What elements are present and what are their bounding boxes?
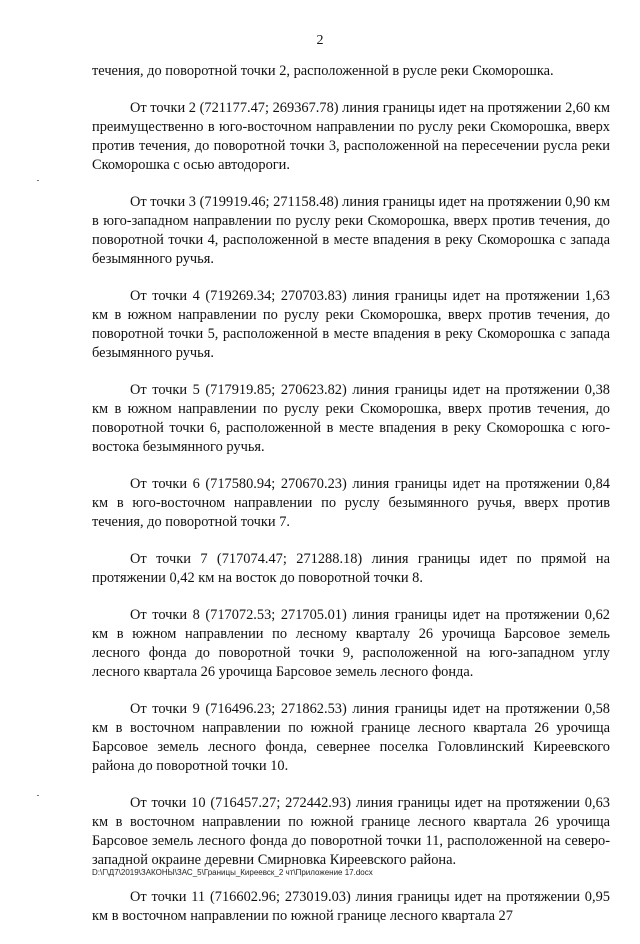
- paragraph-6: От точки 6 (717580.94; 270670.23) линия границы идет на протяжении 0,84 км в юго-восточном направлении по руслу безымянного ручья, вверх против течения, до поворотной точки 7.: [92, 476, 610, 530]
- paragraph-11: От точки 11 (716602.96; 273019.03) линия границы идет на протяжении 0,95 км в восточном направлении по южной границе лесного квартала 27: [92, 889, 610, 924]
- file-path-footer: D:\Г\Д7\2019\ЗАКОНЫ\ЗАС_5\Границы_Киреевск_2 чт\Приложение 17.docx: [92, 868, 373, 877]
- scan-speck: [37, 795, 39, 796]
- paragraph-9: От точки 9 (716496.23; 271862.53) линия границы идет на протяжении 0,58 км в восточном направлении по южной границе лесного квартала 26 урочища Барсовое земель лесного фонда, севернее поселка Головлинский Киреевского района до поворотной точки 10.: [92, 701, 610, 774]
- paragraph-1: течения, до поворотной точки 2, расположенной в русле реки Скоморошка.: [92, 63, 554, 79]
- paragraph-8: От точки 8 (717072.53; 271705.01) линия границы идет на протяжении 0,62 км в южном направлении по лесному кварталу 26 урочища Барсовое земель лесного фонда до поворотной точки 9, расположенной на юго-западном углу лесного квартала 26 урочища Барсовое земель лесного фонда.: [92, 607, 610, 680]
- scan-speck: [37, 180, 39, 181]
- paragraph-5: От точки 5 (717919.85; 270623.82) линия границы идет на протяжении 0,38 км в южном направлении по руслу реки Скоморошка, вверх против течения, до поворотной точки 6, расположенной в месте впадения в реку Скоморошка с юго-востока безымянного ручья.: [92, 382, 610, 455]
- paragraph-7: От точки 7 (717074.47; 271288.18) линия границы идет по прямой на протяжении 0,42 км на восток до поворотной точки 8.: [92, 551, 610, 586]
- paragraph-3: От точки 3 (719919.46; 271158.48) линия границы идет на протяжении 0,90 км в юго-западном направлении по руслу реки Скоморошка, вверх против течения, до поворотной точки 4, расположенной в месте впадения в реку Скоморошка с запада безымянного ручья.: [92, 194, 610, 267]
- paragraph-10: От точки 10 (716457.27; 272442.93) линия границы идет на протяжении 0,63 км в восточном направлении по южной границе лесного квартала 26 урочища Барсовое земель лесного фонда до поворотной точки 11, расположенной на северо-западной окраине деревни Смирновка Киреевского района.: [92, 795, 610, 868]
- paragraph-4: От точки 4 (719269.34; 270703.83) линия границы идет на протяжении 1,63 км в южном направлении по руслу реки Скоморошка, вверх против течения, до поворотной точки 5, расположенной в месте впадения в реку Скоморошка с запада безымянного ручья.: [92, 288, 610, 361]
- paragraph-2: От точки 2 (721177.47; 269367.78) линия границы идет на протяжении 2,60 км преимущественно в юго-восточном направлении по руслу реки Скоморошка, вверх против течения, до поворотной точки 3, расположенной на пересечении русла реки Скоморошка с осью автодороги.: [92, 100, 610, 173]
- document-body: [92, 62, 610, 944]
- page-number: 2: [316, 33, 324, 48]
